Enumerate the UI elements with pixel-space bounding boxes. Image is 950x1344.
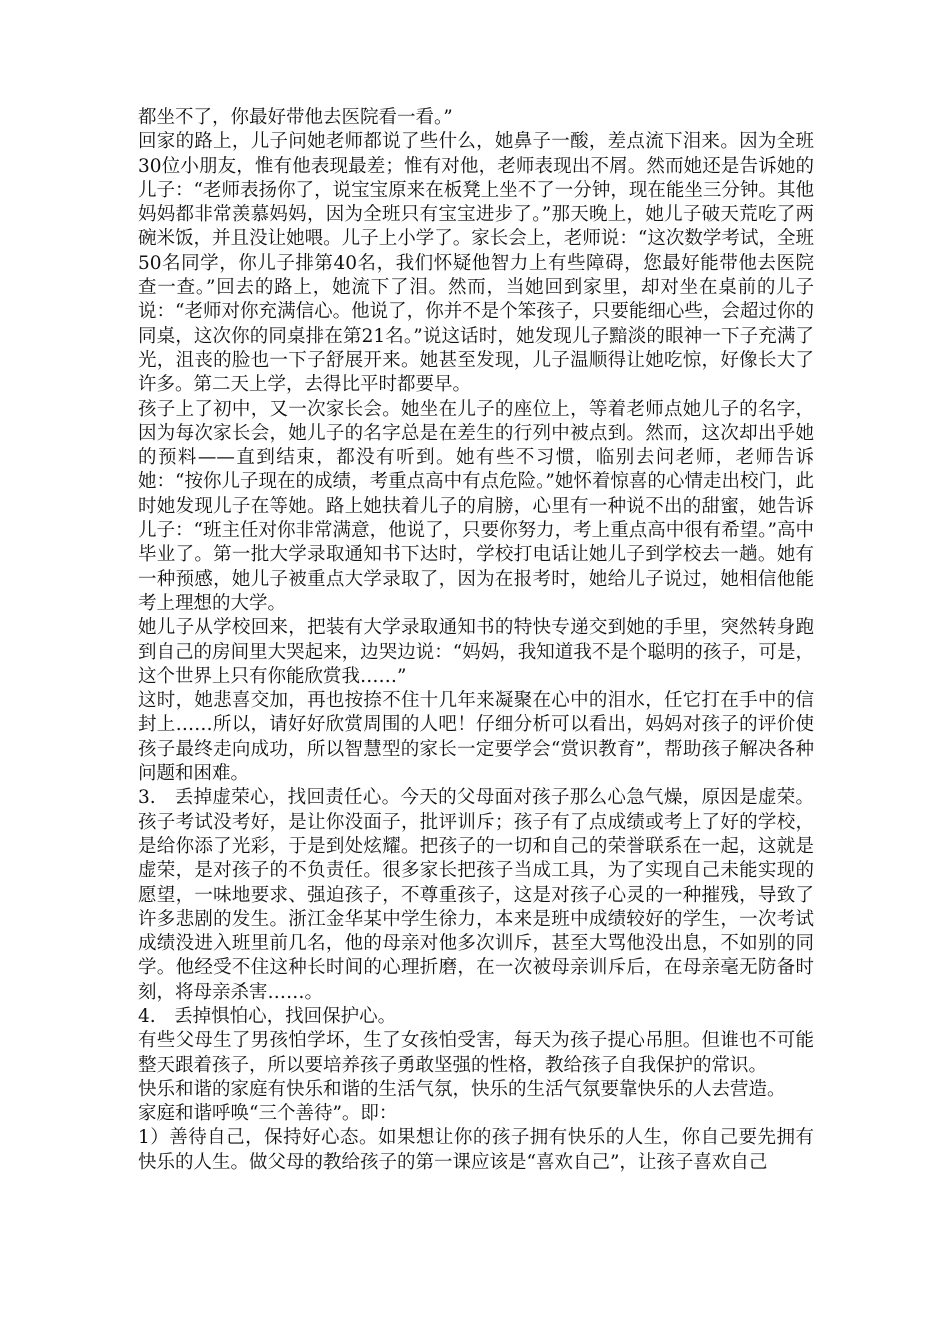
- document-body: [138, 106, 814, 1175]
- paragraph-8: 有些父母生了男孩怕学坏，生了女孩怕受害，每天为孩子提心吊胆。但谁也不可能整天跟着孩子，所以要培养孩子勇敢坚强的性格，教给孩子自我保护的常识。: [138, 1030, 814, 1076]
- paragraph-10: 家庭和谐呼唤“三个善待”。即：: [138, 1103, 398, 1125]
- paragraph-1: 都坐不了，你最好带他去医院看一看。”: [138, 107, 453, 128]
- paragraph-2: 回家的路上，儿子问她老师都说了些什么，她鼻子一酸，差点流下泪来。因为全班30位小朋友，惟有他表现最差；惟有对他，老师表现出不屑。然而她还是告诉她的儿子：“老师表扬你了，说宝宝原来在板凳上坐不了一分钟，现在能坐三分钟。其他妈妈都非常羡慕妈妈，因为全班只有宝宝进步了。”那天晚上，她儿子破天荒吃了两碗米饭，并且没让她喂。儿子上小学了。家长会上，老师说：“这次数学考试，全班50名同学，你儿子排第40名，我们怀疑他智力上有些障碍，您最好能带他去医院查一查。”回去的路上，她流下了泪。然而，当她回到家里，却对坐在桌前的儿子说：“老师对你充满信心。他说了，你并不是个笨孩子，只要能细心些，会超过你的同桌，这次你的同桌排在第21名。”说这话时，她发现儿子黯淡的眼神一下子充满了光，沮丧的脸也一下子舒展开来。她甚至发现，儿子温顺得让她吃惊，好像长大了许多。第二天上学，去得比平时都要早。: [138, 131, 814, 396]
- paragraph-4: 她儿子从学校回来，把装有大学录取通知书的特快专递交到她的手里，突然转身跑到自己的房间里大哭起来，边哭边说：“妈妈，我知道我不是个聪明的孩子，可是，这个世界上只有你能欣赏我……”: [138, 617, 814, 687]
- paragraph-5: 这时，她悲喜交加，再也按捺不住十几年来凝聚在心中的泪水，任它打在手中的信封上……所以，请好好欣赏周围的人吧！仔细分析可以看出，妈妈对孩子的评价使孩子最终走向成功，所以智慧型的家长一定要学会“赏识教育”，帮助孩子解决各种问题和困难。: [138, 690, 814, 785]
- list-item-1: 1）善待自己，保持好心态。如果想让你的孩子拥有快乐的人生，你自己要先拥有快乐的人生。做父母的教给孩子的第一课应该是“喜欢自己”，让孩子喜欢自己: [138, 1127, 814, 1173]
- paragraph-9: 快乐和谐的家庭有快乐和谐的生活气氛，快乐的生活气氛要靠快乐的人去营造。: [138, 1078, 786, 1100]
- section-3-paragraph: 3. 丢掉虚荣心，找回责任心。今天的父母面对孩子那么心急气燥，原因是虚荣。孩子考试没考好，是让你没面子，批评训斥；孩子有了点成绩或考上了好的学校，是给你添了光彩，于是到处炫耀。把孩子的一切和自己的荣誉联系在一起，这就是虚荣，是对孩子的不负责任。很多家长把孩子当成工具，为了实现自己未能实现的愿望，一味地要求、强迫孩子，不尊重孩子，这是对孩子心灵的一种摧残，导致了许多悲剧的发生。浙江金华某中学生徐力，本来是班中成绩较好的学生，一次考试成绩没进入班里前几名，他的母亲对他多次训斥，甚至大骂他没出息，不如别的同学。他经受不住这种长时间的心理折磨，在一次被母亲训斥后，在母亲毫无防备时刻，将母亲杀害……。: [138, 787, 814, 1003]
- section-4-heading: 4. 丢掉惧怕心，找回保护心。: [138, 1005, 397, 1027]
- paragraph-3: 孩子上了初中，又一次家长会。她坐在儿子的座位上，等着老师点她儿子的名字，因为每次家长会，她儿子的名字总是在差生的行列中被点到。然而，这次却出乎她的预料——直到结束，都没有听到。她有些不习惯，临别去问老师，老师告诉她：“按你儿子现在的成绩，考重点高中有点危险。”她怀着惊喜的心情走出校门，此时她发现儿子在等她。路上她扶着儿子的肩膀，心里有一种说不出的甜蜜，她告诉儿子：“班主任对你非常满意，他说了，只要你努力，考上重点高中很有希望。”高中毕业了。第一批大学录取通知书下达时，学校打电话让她儿子到学校去一趟。她有一种预感，她儿子被重点大学录取了，因为在报考时，她给儿子说过，她相信他能考上理想的大学。: [138, 398, 814, 614]
